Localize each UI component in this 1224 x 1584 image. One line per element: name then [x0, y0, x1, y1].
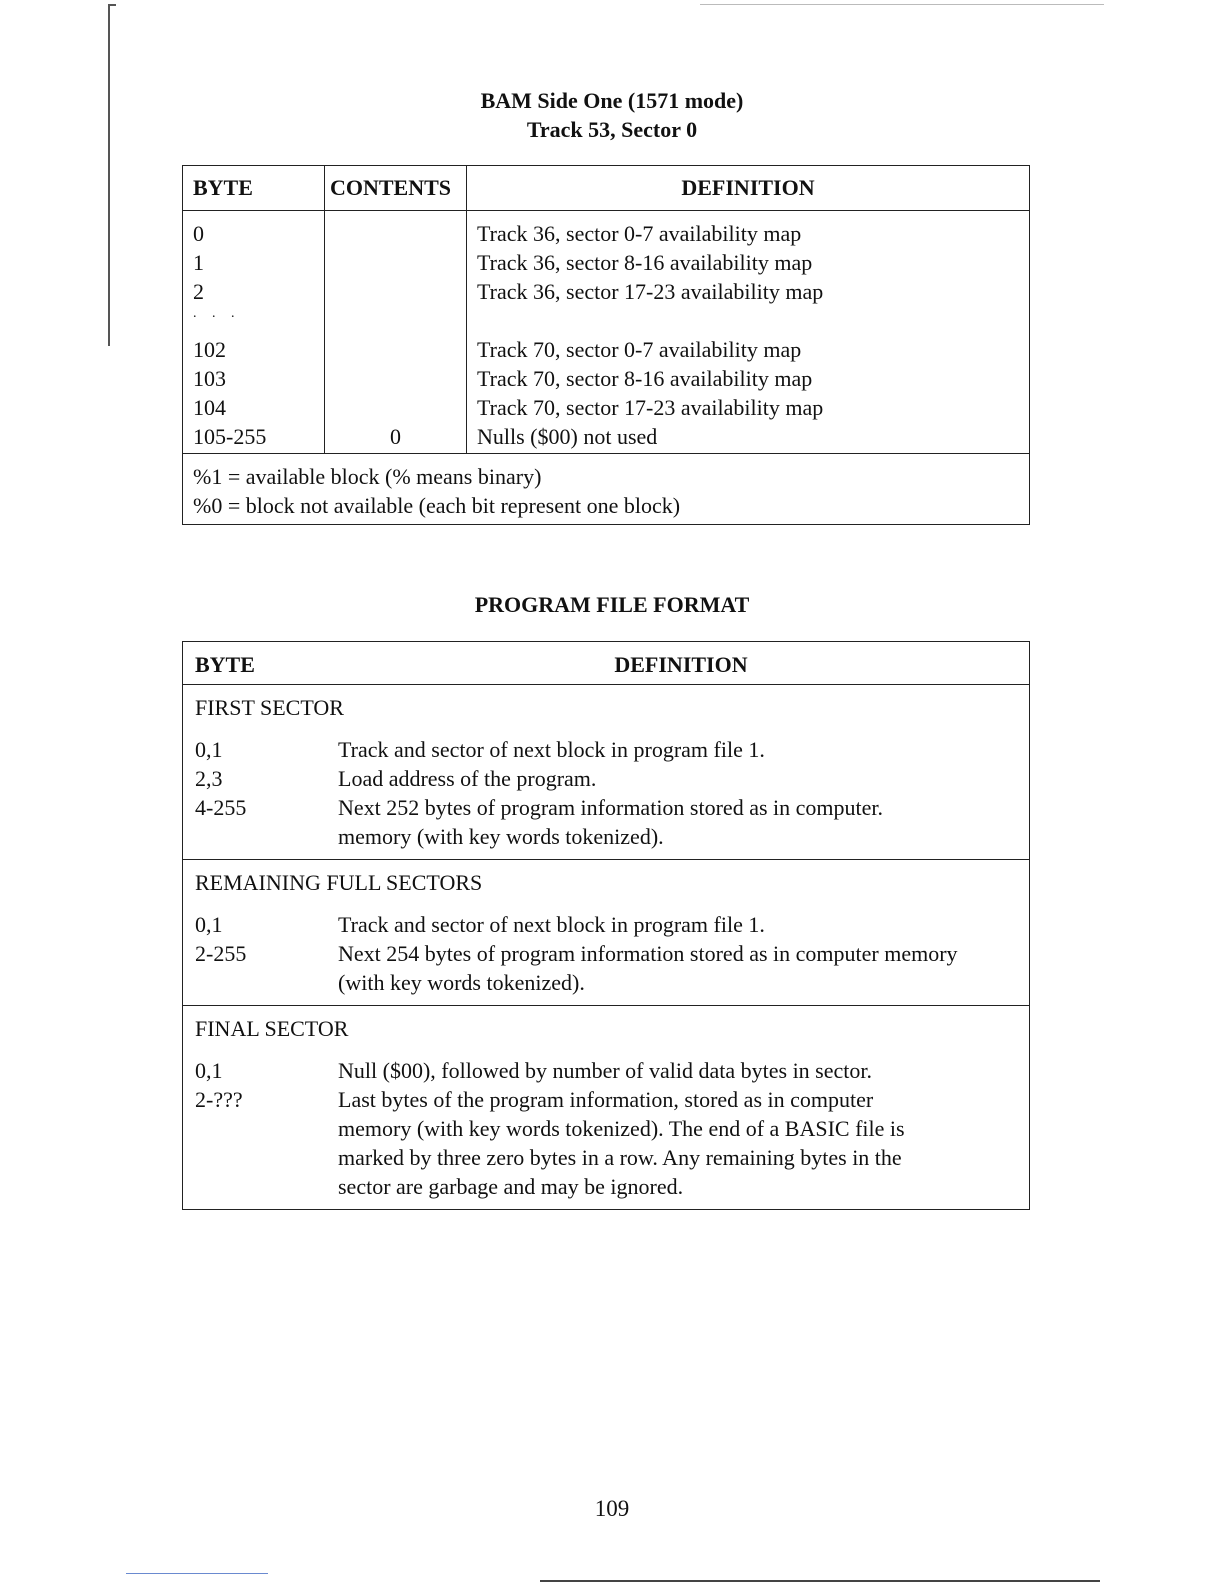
bam-contents — [335, 248, 456, 277]
bam-ellipsis: . . . — [193, 306, 241, 321]
pff-header-definition: DEFINITION — [614, 652, 748, 677]
bam-body-row — [183, 211, 1030, 454]
bam-definition: Track 36, sector 0-7 availability map — [477, 221, 802, 246]
bam-definition: Track 70, sector 17-23 availability map — [477, 395, 824, 420]
program-file-table — [182, 641, 1030, 1210]
bam-header-byte: BYTE — [183, 166, 325, 211]
pff-row — [195, 764, 1017, 793]
program-file-title: PROGRAM FILE FORMAT — [474, 592, 750, 617]
page-number: 109 — [594, 1496, 630, 1521]
pff-definition-line: (with key words tokenized). — [338, 970, 585, 995]
bam-byte: 0 — [193, 221, 204, 246]
pff-byte: 0,1 — [195, 737, 223, 762]
bam-contents — [335, 306, 456, 335]
scan-edge-tick — [108, 4, 116, 6]
bam-notes-row — [183, 454, 1030, 525]
pff-section-remaining-full-sectors — [183, 859, 1029, 1005]
pff-definition-line: sector are garbage and may be ignored. — [338, 1174, 684, 1199]
bam-byte: 104 — [193, 395, 226, 420]
pff-definition-line: Track and sector of next block in program file 1. — [338, 912, 765, 937]
bam-byte: 103 — [193, 366, 226, 391]
pff-definition-line: Next 254 bytes of program information stored as in computer memory — [338, 941, 958, 966]
pff-definition-line: Null ($00), followed by number of valid data bytes in sector. — [338, 1058, 872, 1083]
pff-row — [195, 939, 1017, 997]
pff-definition-line: memory (with key words tokenized). The end of a BASIC file is — [338, 1116, 905, 1141]
bam-contents — [335, 393, 456, 422]
pff-definition-line: memory (with key words tokenized). — [338, 824, 664, 849]
pff-definition-line: marked by three zero bytes in a row. Any remaining bytes in the — [338, 1145, 902, 1170]
pff-section-first-sector — [183, 685, 1029, 859]
pff-byte: 2,3 — [195, 766, 223, 791]
pff-section-title: FINAL SECTOR — [195, 1016, 349, 1041]
bam-byte: 105-255 — [193, 424, 267, 449]
scan-edge-bottom — [540, 1580, 1100, 1582]
bam-definition-column — [467, 211, 1030, 454]
bam-byte: 1 — [193, 250, 204, 275]
pff-section-title: FIRST SECTOR — [195, 695, 344, 720]
pff-byte: 2-255 — [195, 941, 247, 966]
pff-byte: 4-255 — [195, 795, 247, 820]
pff-row — [195, 910, 1017, 939]
pff-definition-line: Next 252 bytes of program information stored as in computer. — [338, 795, 883, 820]
bam-title: BAM Side One (1571 mode) — [480, 88, 744, 113]
bam-note: %0 = block not available (each bit represent one block) — [193, 493, 681, 518]
pff-row — [195, 1056, 1017, 1085]
scan-edge-top — [700, 4, 1104, 5]
bam-subtitle: Track 53, Sector 0 — [526, 117, 698, 142]
pff-header-byte: BYTE — [195, 652, 255, 677]
bam-heading — [0, 86, 1224, 144]
bam-definition: Track 70, sector 0-7 availability map — [477, 337, 802, 362]
bam-definition — [477, 306, 1019, 335]
bam-note: %1 = available block (% means binary) — [193, 464, 542, 489]
pff-row — [195, 735, 1017, 764]
pff-header-row — [183, 642, 1029, 685]
pff-section-title: REMAINING FULL SECTORS — [195, 870, 483, 895]
bam-contents — [335, 364, 456, 393]
scan-edge-bottom-left — [126, 1573, 268, 1574]
bam-byte: 2 — [193, 279, 204, 304]
bam-definition: Nulls ($00) not used — [477, 424, 658, 449]
pff-definition-line: Last bytes of the program information, stored as in computer — [338, 1087, 874, 1112]
pff-section-final-sector — [183, 1005, 1029, 1209]
pff-row — [195, 1085, 1017, 1201]
bam-header-contents: CONTENTS — [325, 166, 467, 211]
bam-byte: 102 — [193, 337, 226, 362]
pff-row — [195, 793, 1017, 851]
bam-byte-column — [183, 211, 325, 454]
bam-definition: Track 36, sector 17-23 availability map — [477, 279, 824, 304]
pff-byte: 0,1 — [195, 912, 223, 937]
bam-header-definition: DEFINITION — [467, 166, 1030, 211]
bam-contents — [335, 277, 456, 306]
bam-definition: Track 70, sector 8-16 availability map — [477, 366, 813, 391]
bam-table — [182, 165, 1030, 525]
pff-byte: 0,1 — [195, 1058, 223, 1083]
pff-byte: 2-??? — [195, 1087, 243, 1112]
bam-contents-column — [325, 211, 467, 454]
scan-edge-left — [108, 6, 110, 346]
bam-contents — [335, 219, 456, 248]
bam-contents: 0 — [390, 424, 401, 449]
bam-contents — [335, 335, 456, 364]
bam-definition: Track 36, sector 8-16 availability map — [477, 250, 813, 275]
bam-notes — [183, 454, 1030, 525]
pff-definition-line: Load address of the program. — [338, 766, 597, 791]
bam-header-row — [183, 166, 1030, 211]
pff-definition-line: Track and sector of next block in program file 1. — [338, 737, 765, 762]
